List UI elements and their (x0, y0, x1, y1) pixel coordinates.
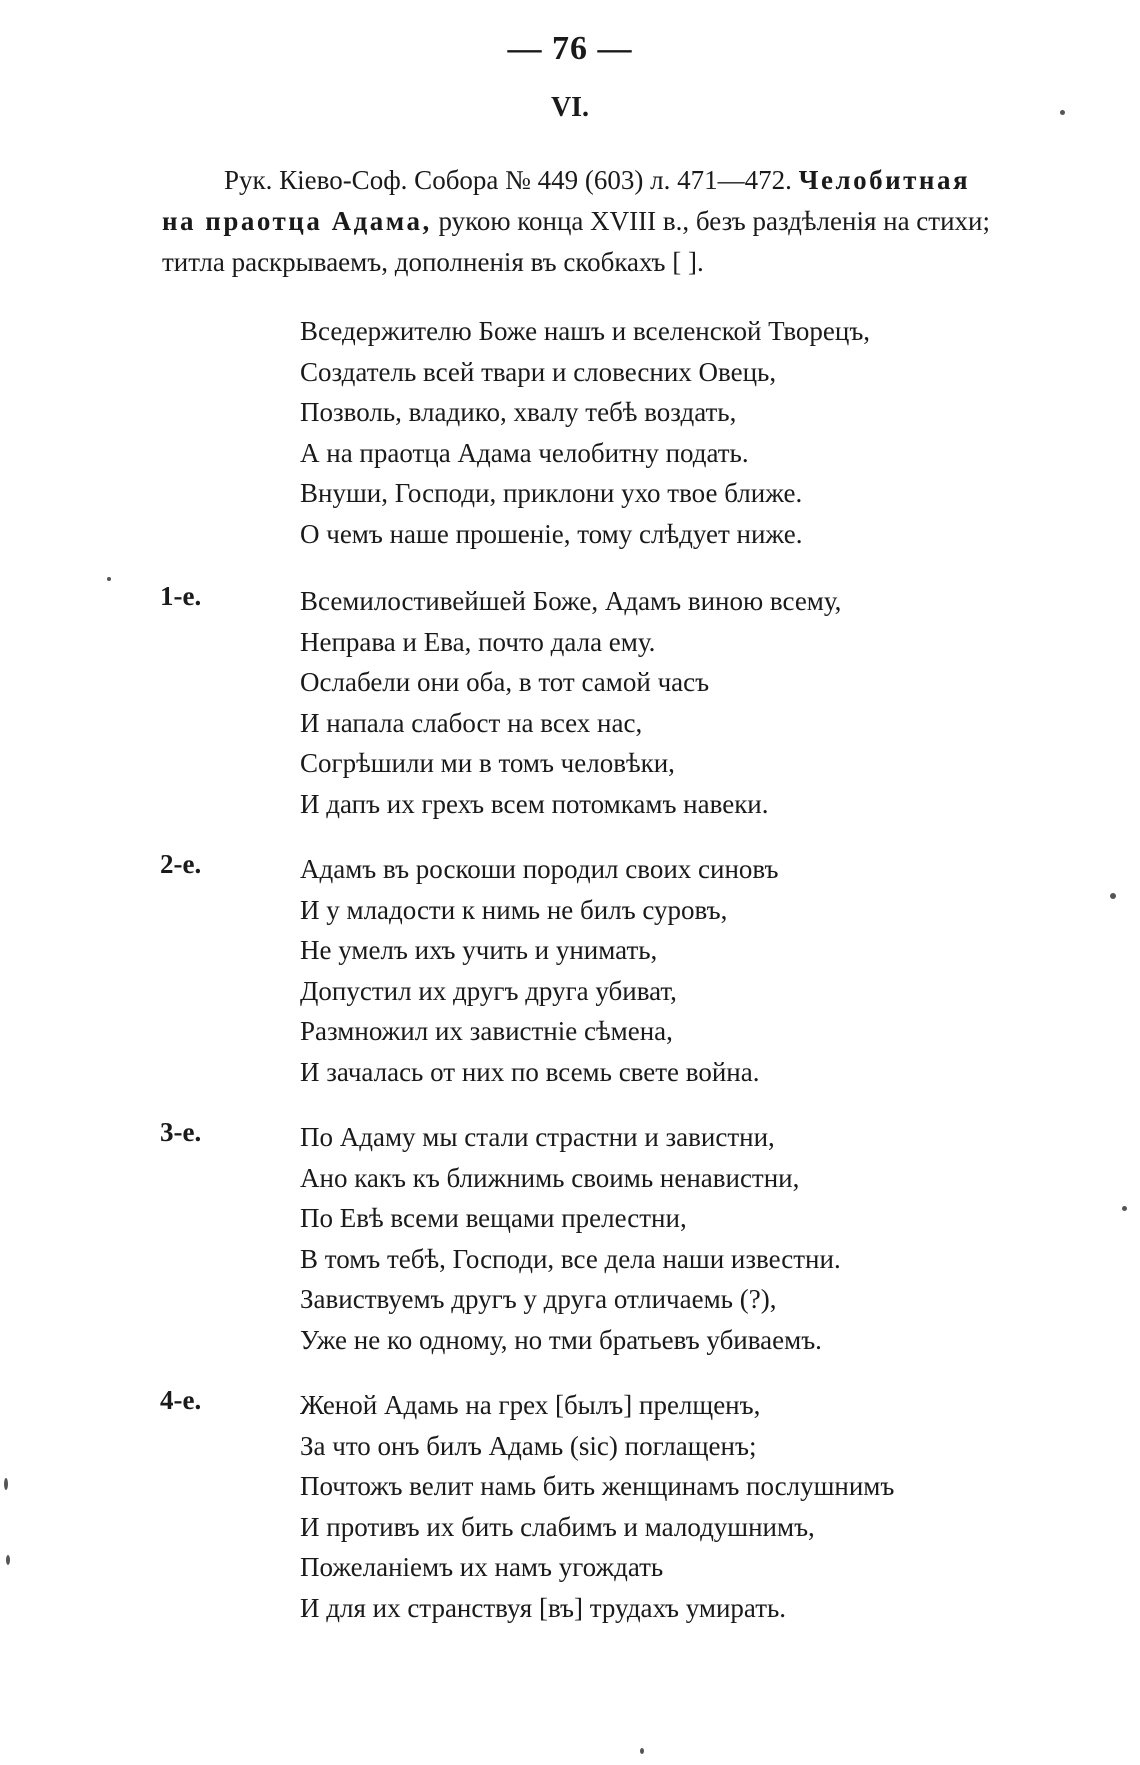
verse-line: И дапъ их грехъ всем потомкамъ навеки. (300, 788, 769, 819)
scan-speck (640, 1748, 644, 1754)
verse-line: Позволь, владико, хвалу тебѣ воздать, (300, 397, 737, 427)
verse-line: За что онъ билъ Адамь (sic) поглащенъ; (300, 1430, 757, 1461)
verse-line: По Адаму мы стали страстни и завистни, (300, 1122, 775, 1152)
stanza-2 (300, 849, 1100, 1092)
verse-line: И для их странствуя [въ] трудахъ умирать. (300, 1592, 787, 1623)
verse-line: Вседержителю Боже нашъ и вселенской Творецъ, (300, 316, 871, 346)
stanza-number: 4-е. (160, 1385, 202, 1415)
verse-line: Размножил их завистніе сѣмена, (300, 1016, 673, 1046)
verse-line: И напала слабост на всех нас, (300, 707, 643, 738)
scan-speck (6, 1555, 10, 1565)
prologue-stanza (300, 311, 1100, 554)
verse-line: Допустил их другъ друга убиват, (300, 975, 677, 1006)
verse-line: По Евѣ всеми вещами прелестни, (300, 1203, 687, 1233)
verse-line: Адамъ въ роскоши породил своих синовъ (300, 854, 779, 884)
verse-line: А на праотца Адама челобитну подать. (300, 437, 749, 468)
verse-line: Женой Адамь на грех [былъ] прелщенъ, (300, 1390, 761, 1420)
stanza-1 (300, 581, 1100, 824)
intro-line-3: титла раскрываемъ, дополненія въ скобкахъ [ ]. (162, 247, 704, 277)
scan-speck (4, 1478, 8, 1490)
verse-line: Ано какъ къ ближнимь своимь ненавистни, (300, 1162, 800, 1193)
verse-line: Согрѣшили ми в томъ человѣки, (300, 748, 675, 778)
verse-line: Неправа и Ева, почто дала ему. (300, 626, 656, 657)
verse-line: В томъ тебѣ, Господи, все дела наши известни. (300, 1243, 841, 1274)
intro-description: рукою конца XVIII в., безъ раздѣленія на стихи; (431, 206, 990, 236)
scan-speck (1110, 893, 1116, 899)
verse-line: Почтожъ велит намь бить женщинамъ послушнимъ (300, 1471, 895, 1501)
stanza-4 (300, 1385, 1100, 1628)
intro-title-part-2: на праотца Адама, (162, 206, 432, 236)
scan-speck (107, 577, 111, 581)
verse-line: Завиствуемъ другъ у друга отличаемь (?), (300, 1284, 777, 1314)
verse-line: И противъ их бить слабимъ и малодушнимъ, (300, 1511, 815, 1542)
stanza-number: 3-е. (160, 1117, 202, 1147)
intro-line-2 (162, 201, 1107, 242)
verse-line: Пожеланіемъ их намъ угождать (300, 1552, 664, 1582)
scan-speck (1060, 110, 1065, 115)
scan-speck (1122, 1206, 1127, 1211)
stanza-number: 2-е. (160, 849, 202, 879)
verse-line: О чемъ наше прошеніе, тому слѣдует ниже. (300, 518, 803, 549)
stanza-3 (300, 1117, 1100, 1360)
verse-line: И зачалась от них по всемь свете война. (300, 1056, 760, 1087)
intro-title-part-1: Челобитная (798, 165, 971, 195)
verse-line: Уже не ко одному, но тми братьевъ убиваемъ. (300, 1324, 822, 1355)
verse-line: И у младости к нимь не билъ суровъ, (300, 894, 728, 925)
verse-line: Внуши, Господи, приклони ухо твое ближе. (300, 478, 803, 508)
verse-line: Всемилостивейшей Боже, Адамъ виною всему, (300, 586, 842, 616)
section-numeral: VI. (550, 92, 590, 123)
verse-line: Ослабели они оба, в тот самой часъ (300, 667, 710, 697)
intro-paragraph (162, 160, 1107, 283)
intro-line-1 (162, 160, 1107, 201)
verse-line: Создатель всей твари и словесних Овець, (300, 356, 777, 387)
verse-line: Не умелъ ихъ учить и унимать, (300, 935, 658, 965)
intro-source: Рук. Кіево-Соф. Собора № 449 (603) л. 471—472. (224, 165, 799, 195)
stanza-number: 1-е. (160, 581, 202, 611)
page-number: — 76 — (507, 30, 633, 67)
